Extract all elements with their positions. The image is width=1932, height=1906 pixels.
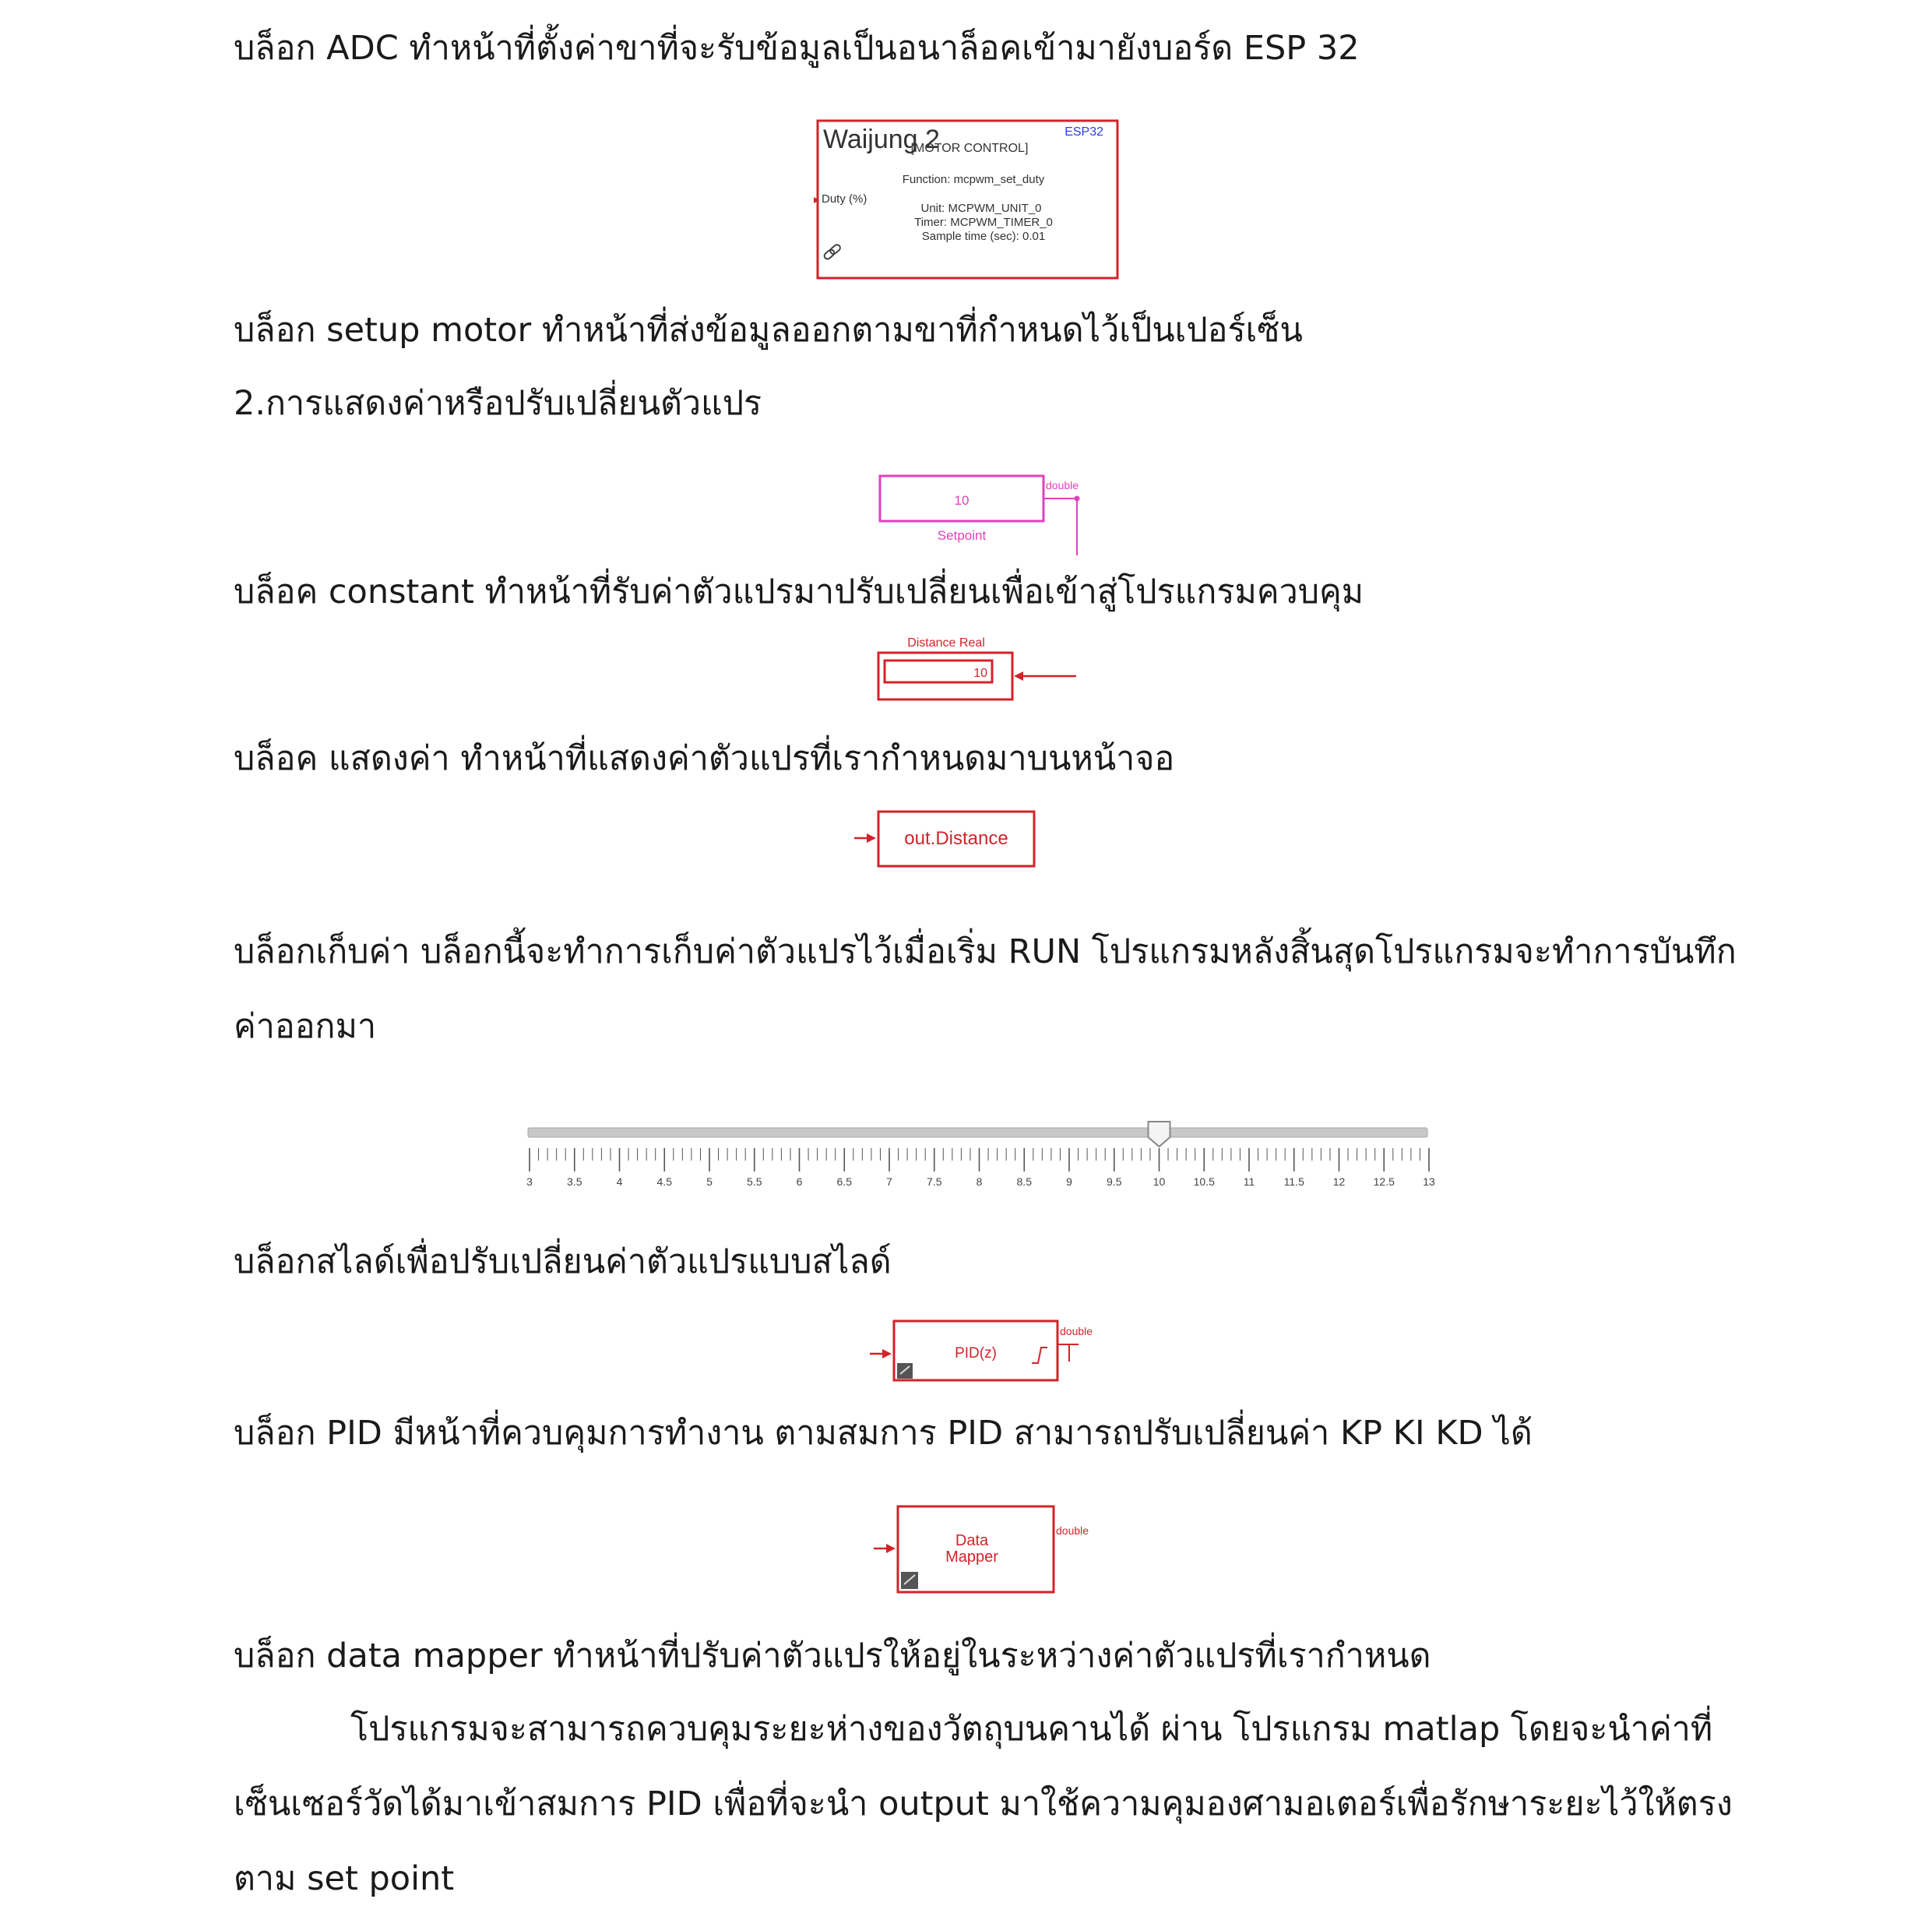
data-mapper-block: [872, 1500, 1089, 1598]
slider-tick-label: 3: [526, 1175, 533, 1188]
motor-block-timer: Timer: MCPWM_TIMER_0: [914, 216, 1053, 229]
esp32-tag: ESP32: [1065, 125, 1103, 139]
motor-block-unit: Unit: MCPWM_UNIT_0: [920, 202, 1042, 215]
slider-tick-label: 9.5: [1107, 1175, 1122, 1188]
constant-block: [876, 474, 1086, 559]
slider-tick-label: 12: [1332, 1175, 1346, 1188]
display-block: [872, 632, 1082, 710]
paragraph-summary-1: โปรแกรมจะสามารถควบคุมระยะห่างของวัตถุบนคานได้ ผ่าน โปรแกรม matlap โดยจะนำค่าที่: [350, 1710, 1713, 1749]
slider-block[interactable]: [522, 1104, 1441, 1190]
paragraph-display: บล็อค แสดงค่า ทำหน้าที่แสดงค่าตัวแปรที่เรากำหนดมาบนหน้าจอ: [234, 739, 1175, 778]
slider-tick-label: 8: [976, 1175, 983, 1188]
waijung-logo: Waijung 2: [823, 125, 940, 154]
display-title: Distance Real: [907, 636, 985, 650]
paragraph-store-2: ค่าออกมา: [234, 1007, 377, 1046]
pid-step-icon: [1032, 1348, 1047, 1363]
pid-input-arrow: [882, 1349, 892, 1358]
slider-thumb[interactable]: [1149, 1122, 1170, 1147]
slider-tick-label: 5: [706, 1175, 713, 1188]
slider-tick-label: 11: [1243, 1175, 1255, 1188]
slider-tick-label: 8.5: [1016, 1175, 1032, 1188]
mapper-input-arrow: [886, 1544, 896, 1553]
workspace-label: out.Distance: [904, 828, 1008, 849]
display-input-arrow: [1014, 671, 1023, 681]
paragraph-mapper: บล็อก data mapper ทำหน้าที่ปรับค่าตัวแปรให้อยู่ในระหว่างค่าตัวแปรที่เรากำหนด: [234, 1636, 1431, 1675]
paragraph-store-1: บล็อกเก็บค่า บล็อกนี้จะทำการเก็บค่าตัวแปรไว้เมื่อเริ่ม RUN โปรแกรมหลังสิ้นสุดโปรแกรมจะทำการบันทึก: [234, 932, 1737, 971]
slider-scale: [526, 1148, 1435, 1188]
mapper-port: double: [1056, 1524, 1089, 1537]
slider-tick-label: 3.5: [567, 1175, 582, 1188]
pid-block: [868, 1315, 1093, 1393]
mapper-line1: Data: [955, 1532, 989, 1549]
paragraph-summary-2: เซ็นเซอร์วัดได้มาเข้าสมการ PID เพื่อที่จะนำ output มาใช้ความคุมองศามอเตอร์เพื่อรักษาระยะไว้ให้ตรง: [234, 1784, 1733, 1823]
slider-tick-label: 4.5: [656, 1175, 672, 1188]
slider-tick-label: 11.5: [1283, 1175, 1304, 1188]
constant-port: double: [1046, 479, 1079, 491]
paragraph-pid: บล็อก PID มีหน้าที่ควบคุมการทำงาน ตามสมการ PID สามารถปรับเปลี่ยนค่า KP KI KD ได้: [234, 1414, 1533, 1453]
slider-tick-label: 4: [616, 1175, 623, 1188]
duty-port-label: Duty (%): [822, 192, 867, 206]
constant-name: Setpoint: [937, 528, 987, 543]
pid-label: PID(z): [955, 1345, 997, 1362]
paragraph-setup-motor: บล็อก setup motor ทำหน้าที่ส่งข้อมูลออกตามขาที่กำหนดไว้เป็นเปอร์เซ็น: [234, 311, 1303, 350]
section-heading: 2.การแสดงค่าหรือปรับเปลี่ยนตัวแปร: [234, 384, 762, 423]
display-value: 10: [973, 667, 987, 680]
slider-tick-label: 7.5: [927, 1175, 942, 1188]
slider-tick-label: 10.5: [1193, 1175, 1215, 1188]
slider-tick-label: 12.5: [1373, 1175, 1395, 1188]
motor-block-function: Function: mcpwm_set_duty: [902, 173, 1045, 186]
to-workspace-block: [853, 809, 1043, 871]
mapper-line2: Mapper: [945, 1548, 998, 1566]
slider-tick-label: 6.5: [836, 1175, 852, 1188]
slider-track: [528, 1128, 1427, 1137]
motor-block-title: [MOTOR CONTROL]: [910, 142, 1029, 155]
pid-port: double: [1060, 1325, 1093, 1337]
motor-control-block: [814, 117, 1125, 284]
slider-tick-label: 5.5: [747, 1175, 762, 1188]
paragraph-constant: บล็อค constant ทำหน้าที่รับค่าตัวแปรมาปรับเปลี่ยนเพื่อเข้าสู่โปรแกรมควบคุม: [234, 573, 1364, 611]
link-icon: [823, 244, 842, 261]
constant-value: 10: [954, 493, 970, 508]
slider-tick-label: 10: [1153, 1175, 1166, 1188]
slider-tick-label: 9: [1066, 1175, 1072, 1188]
slider-tick-label: 6: [796, 1175, 803, 1188]
slider-tick-label: 13: [1423, 1175, 1435, 1188]
paragraph-adc: บล็อก ADC ทำหน้าที่ตั้งค่าขาที่จะรับข้อมูลเป็นอนาล็อคเข้ามายังบอร์ด ESP 32: [234, 29, 1360, 68]
slider-tick-label: 7: [886, 1175, 892, 1188]
motor-block-sample: Sample time (sec): 0.01: [921, 230, 1046, 243]
paragraph-summary-3: ตาม set point: [234, 1859, 455, 1898]
workspace-input-arrow: [867, 833, 876, 843]
paragraph-slider: บล็อกสไลด์เพื่อปรับเปลี่ยนค่าตัวแปรแบบสไลด์: [234, 1242, 892, 1281]
